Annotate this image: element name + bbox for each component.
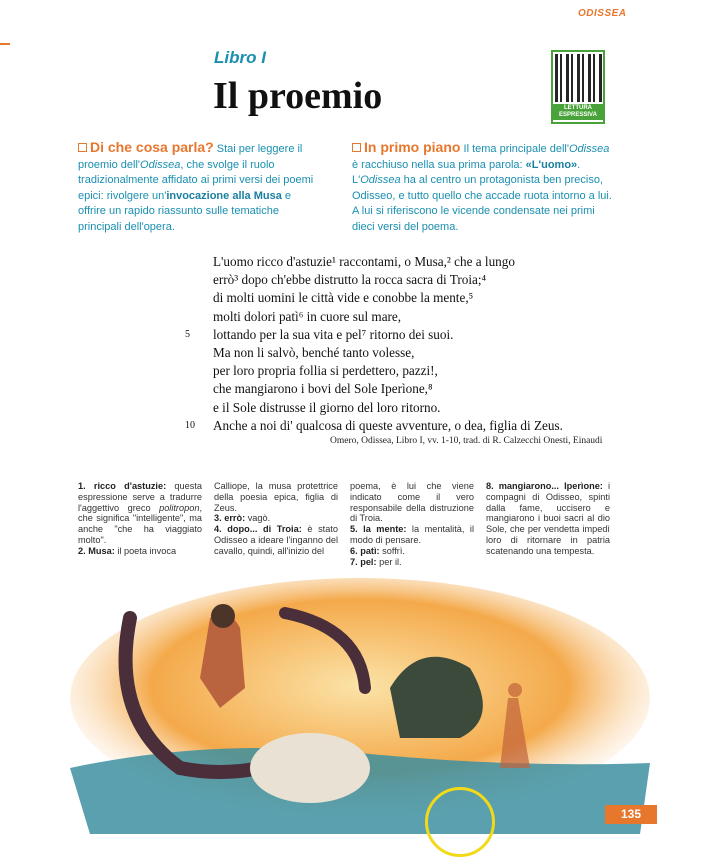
line-number: 10: [185, 420, 195, 431]
poem-line: per loro propria follia si perdettero, pazzi!,: [213, 363, 438, 379]
qr-label: LETTURA ESPRESSIVA: [553, 104, 603, 120]
checkbox-icon: [352, 143, 361, 152]
footnote-text: la mentalità, il modo di pensare.: [350, 524, 474, 545]
page-title: Il proemio: [213, 75, 383, 117]
qr-code-icon: [555, 54, 603, 102]
footnote-text: soffrì.: [379, 545, 405, 556]
intro-heading: Di che cosa parla?: [90, 139, 214, 155]
qr-code[interactable]: [551, 50, 605, 124]
footnote-term: 5. la mente:: [350, 524, 407, 535]
footnote-column: [486, 481, 610, 557]
intro-right: [352, 140, 612, 235]
footnote-text: per il.: [376, 556, 402, 567]
footnote-column: [350, 481, 474, 567]
poem-line: e il Sole distrusse il giorno del loro ritorno.: [213, 399, 441, 415]
intro-heading: In primo piano: [364, 139, 461, 155]
running-title: ODISSEA: [578, 8, 627, 19]
text: , che svolge il ruolo tradizionalmente affidato ai primi versi dei poemi epici: rivolgere un': [78, 158, 314, 202]
text: Odissea: [568, 143, 610, 155]
line-number: 5: [185, 329, 190, 340]
footnote-term: 7. pel:: [350, 556, 377, 567]
footnote-term: 4. dopo... di Troia:: [214, 524, 302, 535]
poem-line: Ma non li salvò, benché tanto volesse,: [213, 345, 415, 361]
text: «L'uomo»: [525, 158, 578, 171]
text: Odissea: [360, 174, 401, 186]
intro-left: [78, 140, 318, 235]
footnote-term: 3. errò:: [214, 513, 246, 524]
footnote-column: [78, 481, 202, 557]
footnote-text: questa espressione serve a tradurre l'aggettivo greco: [78, 481, 203, 513]
footnote-column: [214, 481, 338, 557]
footnote-term: 6. patì:: [350, 545, 380, 556]
text: e offrire un rapido riassunto sulle tematiche principali dell'opera.: [78, 189, 292, 233]
footnote-text: i compagni di Odisseo, spinti dalla fame, uccisero e mangiarono i buoi sacri al dio Sole, che per vendetta impedì loro di ritornare in patria scatenando una tempesta.: [486, 481, 610, 556]
text: Stai per leggere il proemio dell': [78, 143, 303, 171]
poem-line: molti dolori patì⁶ in cuore sul mare,: [213, 308, 402, 324]
page-number: 135: [605, 805, 657, 824]
footnote-term: 8. mangiarono... Iperìone:: [486, 481, 603, 491]
text: Il tema principale dell': [460, 143, 569, 155]
footnote-text: il poeta invoca: [114, 545, 177, 556]
book-label: Libro I: [214, 48, 266, 67]
text: invocazione alla Musa: [166, 189, 282, 202]
poem-line: di molti uomini le città vide e conobbe la mente,⁵: [213, 290, 474, 306]
poem-line: Anche a noi di' qualcosa di queste avventure, o dea, figlia di Zeus.: [213, 417, 563, 433]
footnote-text: è stato Odisseo a ideare l'inganno del cavallo, quindi, all'inizio del: [214, 524, 338, 556]
footnote-text: vagò.: [245, 513, 271, 524]
poem: [185, 253, 563, 435]
checkbox-icon: [78, 143, 87, 152]
poem-line: lottando per la sua vita e pel⁷ ritorno dei suoi.: [213, 326, 454, 342]
poem-line: L'uomo ricco d'astuzie¹ raccontami, o Musa,² che a lungo: [213, 254, 515, 269]
footnote-text: , che significa "intelligente", ma anche "che ha viaggiato molto".: [78, 502, 202, 545]
cursor-highlight: [425, 787, 495, 857]
margin-mark: [0, 43, 10, 45]
footnote-text: Calliope, la musa protettrice della poesia epica, figlia di Zeus.: [214, 481, 338, 513]
poem-line: che mangiarono i bovi del Sole Iperìone,⁸: [213, 381, 433, 397]
text: è racchiuso nella sua prima parola:: [352, 158, 526, 171]
text: Odissea: [140, 158, 181, 171]
footnote-term: 2. Musa:: [78, 545, 115, 556]
illustration-odysseus-bull-skull: [60, 578, 660, 834]
poem-line: errò³ dopo ch'ebbe distrutto la rocca sacra di Troia;⁴: [213, 272, 487, 288]
text: ha al centro un protagonista ben preciso, Odisseo, e tutto quello che accade ruota intorno a lui. A lui si riferiscono le vicende condensate nei primi dieci versi del poema.: [352, 174, 612, 233]
footnote-term: 1. ricco d'astuzie:: [78, 481, 167, 491]
footnote-text: politropon: [159, 502, 200, 513]
text: . L': [352, 158, 581, 186]
citation: Omero, Odissea, Libro I, vv. 1-10, trad. di R. Calzecchi Onesti, Einaudi: [330, 436, 603, 446]
footnote-text: poema, è lui che viene indicato come il vero responsabile della distruzione di Troia.: [350, 481, 474, 524]
